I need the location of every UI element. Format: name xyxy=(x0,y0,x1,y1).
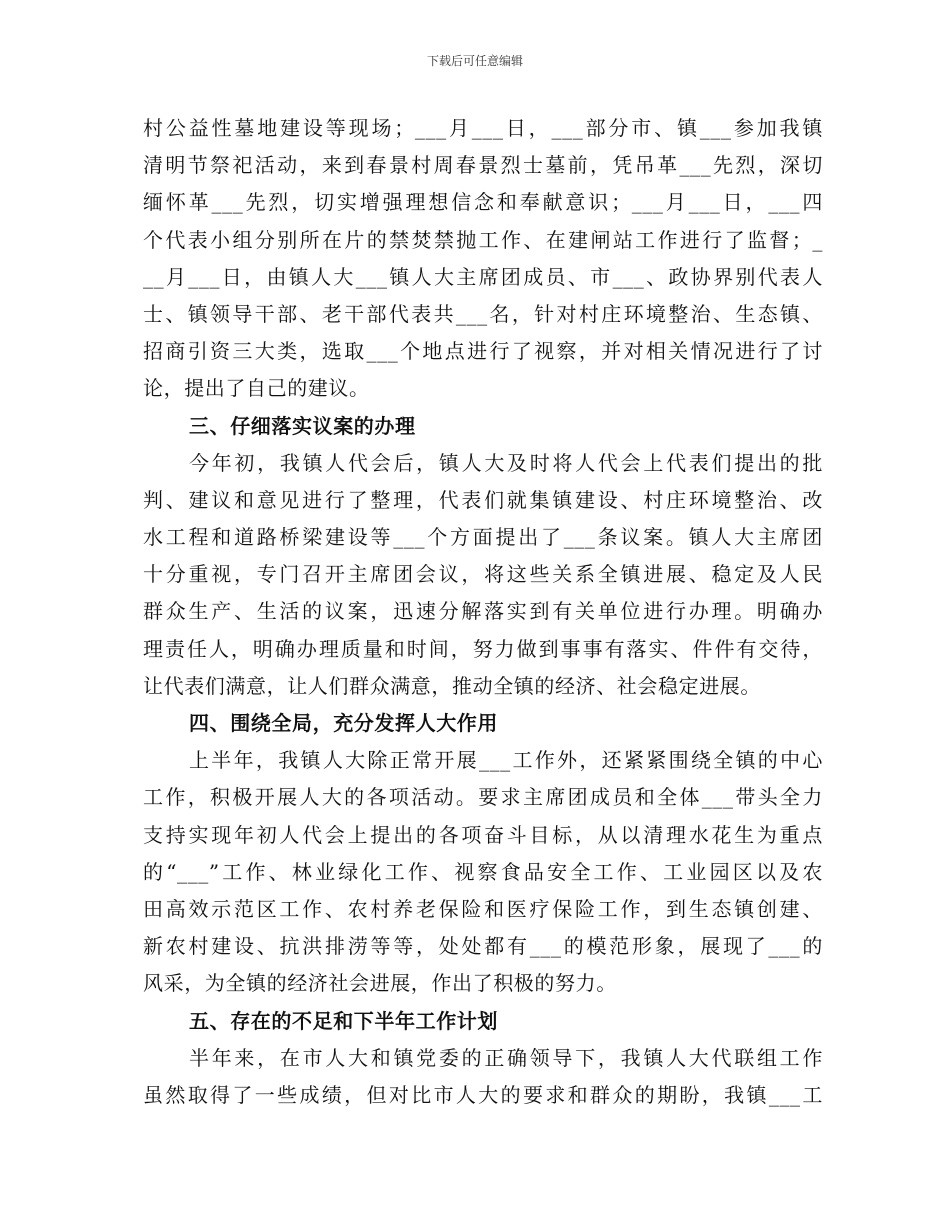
text-line: 清明节祭祀活动，来到春景村周春景烈士墓前，凭吊革___先烈，深切 xyxy=(143,153,823,178)
text-line: 新农村建设、抗洪排涝等等，处处都有___的模范形象，展现了___的 xyxy=(143,934,823,959)
text-line: 群众生产、生活的议案，迅速分解落实到有关单位进行办理。明确办 xyxy=(143,599,823,624)
document-body xyxy=(143,110,823,1114)
text-line: 半年来，在市人大和镇党委的正确领导下，我镇人大代联组工作 xyxy=(189,1045,823,1070)
text-line: 缅怀革___先烈，切实增强理想信念和奉献意识；___月___日，___四 xyxy=(143,190,823,215)
text-line: 十分重视，专门召开主席团会议，将这些关系全镇进展、稳定及人民 xyxy=(143,562,823,587)
text-line: 村公益性墓地建设等现场；___月___日，___部分市、镇___参加我镇 xyxy=(143,116,823,140)
section-heading: 五、存在的不足和下半年工作计划 xyxy=(189,1008,498,1033)
text-line: 的“___”工作、林业绿化工作、视察食品安全工作、工业园区以及农 xyxy=(143,859,823,884)
text-line: 工作，积极开展人大的各项活动。要求主席团成员和全体___带头全力 xyxy=(143,785,823,810)
text-line: __月___日，由镇人大___镇人大主席团成员、市___、政协界别代表人 xyxy=(143,264,823,289)
text-line: 支持实现年初人代会上提出的各项奋斗目标，从以清理水花生为重点 xyxy=(143,822,823,847)
text-line: 判、建议和意见进行了整理，代表们就集镇建设、村庄环境整治、改 xyxy=(143,487,823,512)
text-line: 虽然取得了一些成绩，但对比市人大的要求和群众的期盼，我镇___工 xyxy=(143,1082,823,1107)
text-line: 水工程和道路桥梁建设等___个方面提出了___条议案。镇人大主席团 xyxy=(143,525,823,550)
text-line: 风采，为全镇的经济社会进展，作出了积极的努力。 xyxy=(143,971,617,996)
page-header: 下载后可任意编辑 xyxy=(426,54,523,68)
text-line: 士、镇领导干部、老干部代表共___名，针对村庄环境整治、生态镇、 xyxy=(143,301,823,326)
text-line: 今年初，我镇人代会后，镇人大及时将人代会上代表们提出的批 xyxy=(189,450,823,475)
section-heading: 四、围绕全局，充分发挥人大作用 xyxy=(189,711,498,735)
text-line: 理责任人，明确办理质量和时间，努力做到事事有落实、件件有交待， xyxy=(143,636,823,661)
text-line: 田高效示范区工作、农村养老保险和医疗保险工作，到生态镇创建、 xyxy=(143,896,823,921)
text-line: 招商引资三大类，选取___个地点进行了视察，并对相关情况进行了讨 xyxy=(143,339,823,364)
text-line: 让代表们满意，让人们群众满意，推动全镇的经济、社会稳定进展。 xyxy=(143,673,761,698)
text-line: 论，提出了自己的建议。 xyxy=(143,376,370,401)
text-line: 上半年，我镇人大除正常开展___工作外，还紧紧围绕全镇的中心 xyxy=(189,748,823,773)
text-line: 个代表小组分别所在片的禁焚禁抛工作、在建闸站工作进行了监督；_ xyxy=(143,227,823,252)
section-heading: 三、仔细落实议案的办理 xyxy=(189,413,416,438)
